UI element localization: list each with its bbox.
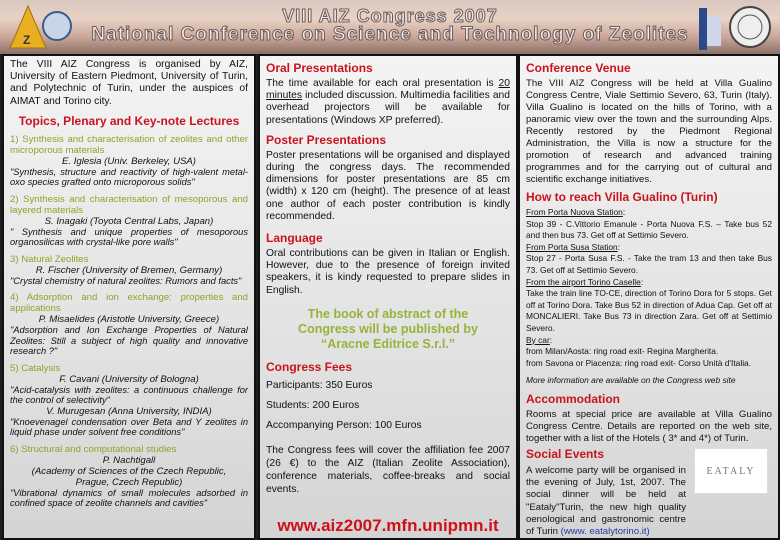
route-label: By car:: [526, 334, 553, 345]
reach-heading: How to reach Villa Gualino (Turin): [526, 190, 718, 204]
oral-text-pre: The time available for each oral presentation is: [266, 78, 499, 89]
venue-heading: Conference Venue: [526, 61, 631, 75]
route-label-text: From the airport Torino Caselle: [526, 276, 641, 287]
accommodation-text: Rooms at special price are available at Villa Gualino Congress Centre. Details are reported on the web site, together with a list of the Hotels ( 3* and 4*) of Turin.: [526, 408, 772, 444]
topic-title: 5) Catalysis: [10, 362, 61, 374]
lecture-author: F. Cavani (University of Bologna): [59, 373, 199, 385]
lecture-title: "Crystal chemistry of natural zeolites: Rumors and facts": [10, 275, 242, 286]
topic-title: 1) Synthesis and characterisation of zeolites and other microporous materials: [10, 133, 248, 156]
fees-heading: Congress Fees: [266, 359, 353, 374]
lecture-author: V. Murugesan (Anna University, INDIA): [46, 405, 212, 417]
language-text: Oral contributions can be given in Italian or English. However, due to the presence of foreign invited speakers, it is kindy requested to prepare slides in English.: [266, 248, 510, 296]
route-label-text: From Porta Nuova Station: [526, 207, 623, 217]
route-directions: from Milan/Aosta: ring road exit- Regina Margherita.: [526, 346, 719, 357]
oral-heading: Oral Presentations: [266, 61, 373, 75]
eataly-logo: EATALY: [694, 448, 768, 494]
lecture-title: "Adsorption and Ion Exchange Properties of Natural Zeolites: Still a subject of high quality and innovative research ?": [10, 325, 248, 357]
poster-heading: Poster Presentations: [266, 132, 387, 147]
header-banner: [0, 0, 780, 54]
oral-duration: 20 minutes: [266, 78, 510, 102]
lecture-title: " Synthesis and unique properties of mesoporous organosilicas with crystal-like pore walls": [10, 226, 248, 248]
route-label-text: By car: [526, 334, 550, 345]
language-heading: Language: [266, 231, 323, 246]
lecture-title: "Acid-catalysis with zeolites: a continuous challenge for the control of selectivity": [10, 384, 248, 406]
book-notice: [266, 307, 510, 352]
lecture-title: "Knoevenagel condensation over Beta and Y zeolites in liquid phase under solvent free conditions": [10, 416, 248, 438]
intro-text: The VIII AIZ Congress is organised by AIZ, University of Eastern Piedmont, University of Turin, and Polytechnic of Turin, under the auspices of AIMAT and Torino city.: [10, 59, 248, 107]
topic-title: 3) Natural Zeolites: [10, 253, 89, 265]
route-label-text: From Porta Susa Station: [526, 241, 618, 252]
topics-heading: Topics, Plenary and Key-note Lectures: [18, 113, 240, 128]
route-directions: from Savona or Piacenza: ring road exit- Corso Unità d'Italia.: [526, 357, 752, 368]
left-panel: [2, 54, 256, 540]
lecture-author: P. Misaelides (Aristotle University, Greece): [38, 314, 220, 326]
oral-text: [266, 78, 510, 127]
lecture-affiliation: (Academy of Sciences of the Czech Republic,: [31, 465, 227, 477]
accommodation-heading: Accommodation: [526, 391, 621, 406]
lecture-author: S. Inagaki (Toyota Central Labs, Japan): [44, 215, 214, 227]
lecture-author: R. Fischer (University of Bremen, Germany): [35, 264, 223, 276]
route-directions: Stop 27 - Porta Susa F.S. - Take the tram 13 and then take Bus 73. Get off at Settimio Severo.: [526, 253, 772, 275]
social-heading: Social Events: [526, 446, 605, 461]
route-directions: Stop 39 - C.Vittorio Emanule - Porta Nuova F.S. – Take bus 52 and then bus 73. Get off at Settimio Severo.: [526, 218, 772, 241]
book-line: Congress will be published by: [298, 321, 478, 336]
fee-participants: Participants: 350 Euros: [266, 379, 373, 391]
book-line: “Aracne Editrice S.r.l.”: [320, 336, 456, 351]
route-label: From Porta Nuova Station:: [526, 207, 626, 217]
congress-website-link[interactable]: www.aiz2007.mfn.unipmn.it: [277, 516, 499, 536]
fee-students: Students: 200 Euros: [266, 400, 360, 412]
venue-text: The VIII AIZ Congress will be held at Villa Gualino Congress Centre, Viale Settimio Severo, 63, Turin (Italy). Villa Gualino is located on the hills of Torino, with a panoramic view over the town and the surrounding Alps. Recently restored by the Piedmont Regional Administration, the Villa is now a structure for the promotion of research and advanced training programmes and for the carrying out of cultural and scientific exchange initiatives.: [526, 78, 772, 185]
right-panel: [518, 54, 780, 540]
routes-list: [526, 207, 772, 369]
topic-title: 2) Synthesis and characterisation of mesoporous and layered materials: [10, 193, 248, 216]
topic-title: 6) Structural and computational studies: [10, 443, 177, 455]
more-info-text: More information are available on the Congress web site: [526, 375, 736, 386]
eataly-link[interactable]: (www. eatalytorino.it): [560, 525, 650, 537]
route-label: From Porta Susa Station:: [526, 241, 621, 252]
topic-title: 4) Adsorption and ion exchange: properties and applications: [10, 292, 248, 315]
lecture-title: "Synthesis, structure and reactivity of high-valent metal-oxo species grafted onto microporous solids": [10, 166, 248, 188]
book-line: The book of abstract of the: [307, 306, 469, 321]
svg-text:Z: Z: [23, 33, 31, 47]
route-directions: Take the train line TO-CE, direction of Torino Dora for 5 stops. Get off at Torino Dora. Take Bus 52 in direction of Adua Cap. Get off at MONCALIERI. Take Bus 73 in direction Zara. Get off at Settimio Severo.: [526, 288, 772, 333]
congress-subtitle: National Conference on Science and Technology of Zeolites: [91, 24, 689, 45]
social-text: [526, 465, 686, 538]
poster-text: Poster presentations will be organised and displayed during the congress days. The recommended dimensions for poster presentations are 85 cm (width) x 120 cm (height). The presence of at least one author of each poster contribution is kindly recommended.: [266, 149, 510, 222]
fee-accompanying: Accompanying Person: 100 Euros: [266, 420, 422, 432]
lecture-title: "Vibrational dynamics of small molecules adsorbed in confined space of zeolite channels and cavities": [10, 487, 248, 509]
congress-title: VIII AIZ Congress 2007: [282, 6, 498, 26]
oral-text-post: included discussion. Multimedia facilities and overhead projectors will be available for presentations (Windows XP preferred).: [266, 90, 510, 126]
lecture-author: P. Nachtigall: [102, 454, 156, 466]
social-text-body: A welcome party will be organised in the evening of July, 1st, 2007. The social dinner will be held at "Eataly"Turin, the new high quality oenological and gastronomic centre of Turin: [526, 464, 686, 537]
fees-text: The Congress fees will cover the affiliation fee 2007 (26 €) to the AIZ (Italian Zeolite Association), conference materials, coffee-breaks and social events.: [266, 445, 510, 496]
route-label: From the airport Torino Caselle:: [526, 276, 644, 287]
middle-panel: [258, 54, 518, 540]
lecture-author: E. Iglesia (Univ. Berkeley, USA): [62, 155, 196, 167]
lecture-affiliation: Prague, Czech Republic): [75, 476, 183, 488]
topics-list: [10, 134, 248, 509]
